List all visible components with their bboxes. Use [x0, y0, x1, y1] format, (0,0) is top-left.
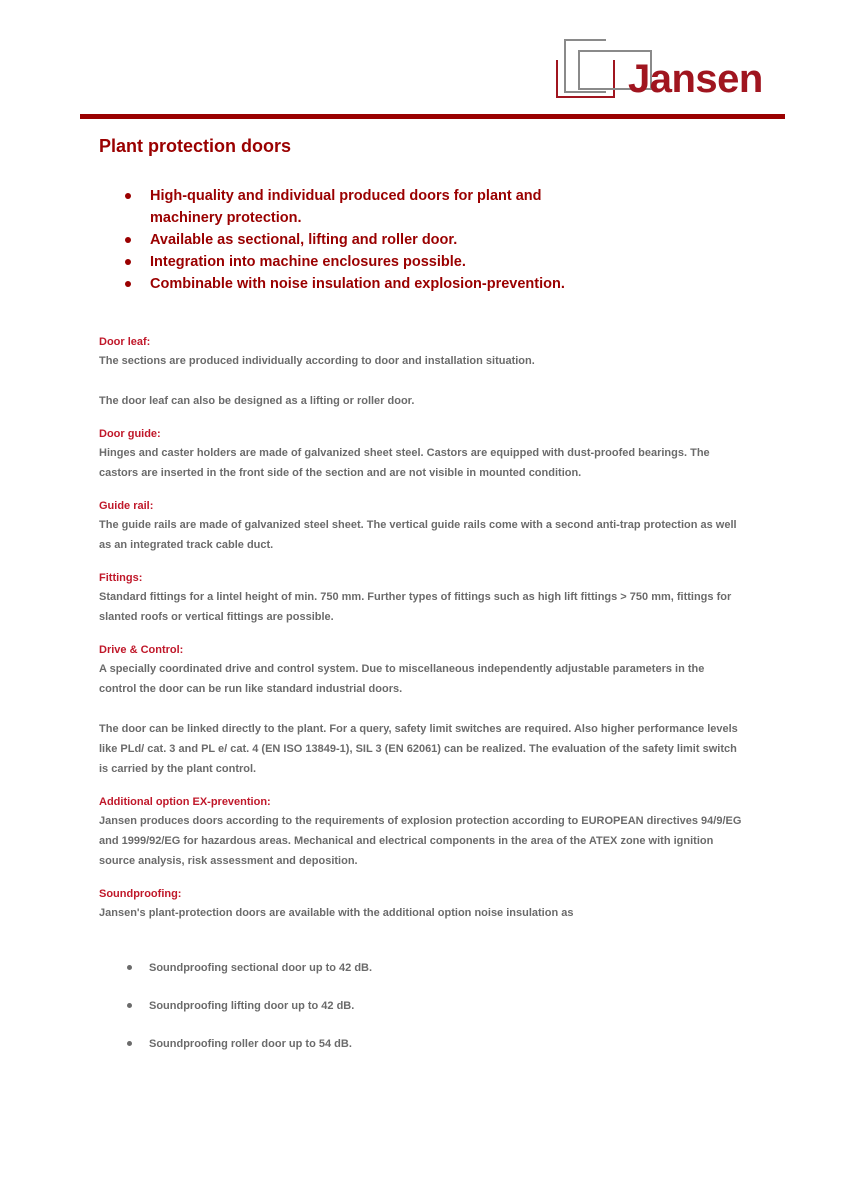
- section-fittings: [99, 571, 744, 627]
- section-paragraph: Hinges and caster holders are made of galvanized sheet steel. Castors are equipped with dust-proofed bearings. The castors are inserted in the front side of the section and are not visible in mounted condition.: [99, 447, 710, 479]
- feature-item: Integration into machine enclosures possible.: [125, 251, 605, 273]
- logo-wordmark: Jansen: [628, 57, 763, 101]
- section-heading: Additional option EX-prevention:: [99, 796, 271, 808]
- feature-list: [125, 185, 605, 295]
- soundproofing-item: Soundproofing roller door up to 54 dB.: [127, 1037, 744, 1051]
- section-heading: Guide rail:: [99, 500, 154, 512]
- section-ex-prevention: [99, 795, 744, 871]
- soundproofing-item: Soundproofing lifting door up to 42 dB.: [127, 999, 744, 1013]
- section-paragraph: The door can be linked directly to the plant. For a query, safety limit switches are required. Also higher performance levels like PLd/ cat. 3 and PL e/ cat. 4 (EN ISO 13849-1), SIL 3 (EN 62061) can be realized. The evaluation of the safety limit switch is carried by the plant control.: [99, 723, 738, 775]
- page-title: Plant protection doors: [99, 136, 292, 156]
- soundproofing-list: [127, 961, 744, 1051]
- section-paragraph: A specially coordinated drive and control system. Due to miscellaneous independently adjustable parameters in the control the door can be run like standard industrial doors.: [99, 663, 705, 695]
- section-paragraph: The guide rails are made of galvanized steel sheet. The vertical guide rails come with a second anti-trap protection as well as an integrated track cable duct.: [99, 519, 737, 551]
- section-paragraph: The sections are produced individually according to door and installation situation.: [99, 355, 535, 367]
- section-paragraph: The door leaf can also be designed as a lifting or roller door.: [99, 395, 415, 407]
- section-door-guide: [99, 427, 744, 483]
- feature-item: Available as sectional, lifting and roller door.: [125, 229, 605, 251]
- section-heading: Soundproofing:: [99, 888, 182, 900]
- section-drive-control: [99, 643, 744, 779]
- section-paragraph: Jansen's plant-protection doors are available with the additional option noise insulation as: [99, 907, 574, 919]
- section-heading: Fittings:: [99, 572, 143, 584]
- section-soundproofing: [99, 887, 744, 1051]
- section-paragraph: Jansen produces doors according to the requirements of explosion protection according to EUROPEAN directives 94/9/EG and 1999/92/EG for hazardous areas. Mechanical and electrical components in the area of the ATEX zone with ignition source analysis, risk assessment and deposition.: [99, 815, 742, 867]
- section-heading: Door leaf:: [99, 336, 151, 348]
- section-heading: Drive & Control:: [99, 644, 184, 656]
- soundproofing-item: Soundproofing sectional door up to 42 dB.: [127, 961, 744, 975]
- document-body: [99, 335, 744, 1075]
- section-guide-rail: [99, 499, 744, 555]
- jansen-logo: [552, 35, 782, 101]
- feature-item: Combinable with noise insulation and explosion-prevention.: [125, 273, 605, 295]
- section-heading: Door guide:: [99, 428, 161, 440]
- section-door-leaf: [99, 335, 744, 411]
- feature-item: High-quality and individual produced doors for plant and machinery protection.: [125, 185, 605, 229]
- header-divider: [80, 114, 785, 119]
- section-paragraph: Standard fittings for a lintel height of min. 750 mm. Further types of fittings such as high lift fittings > 750 mm, fittings for slanted roofs or vertical fittings are possible.: [99, 591, 732, 623]
